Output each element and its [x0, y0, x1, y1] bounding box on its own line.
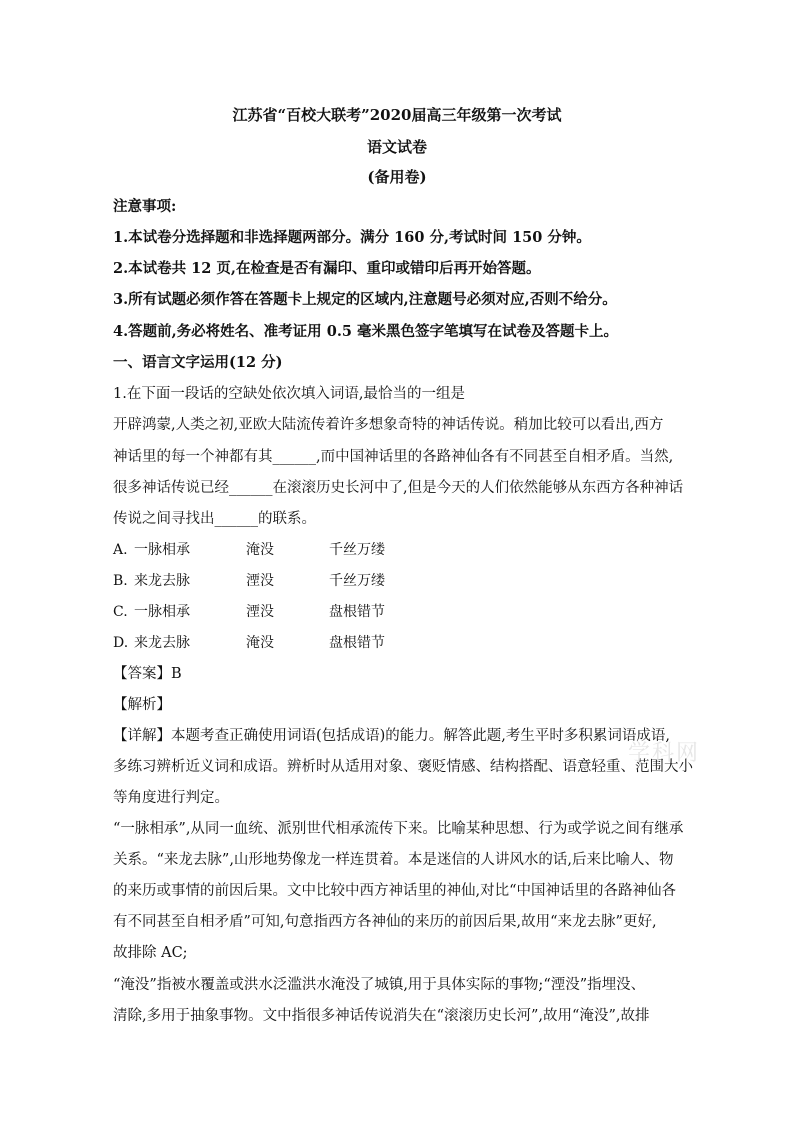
option-word-3: 千丝万缕 — [329, 542, 385, 558]
question-stem: 1.在下面一段话的空缺处依次填入词语,最恰当的一组是 — [113, 386, 465, 402]
analysis-line: 故排除 AC; — [113, 945, 188, 961]
option-word-3: 千丝万缕 — [329, 573, 385, 589]
option-word-2: 湮没 — [246, 573, 274, 589]
exam-title: 江苏省“百校大联考”2020届高三年级第一次考试 — [232, 106, 562, 124]
notice-item: 3.所有试题必须作答在答题卡上规定的区域内,注意题号必须对应,否则不给分。 — [113, 291, 617, 308]
option-word-1: 来龙去脉 — [134, 573, 190, 589]
passage-line: 很多神话传说已经______在滚滚历史长河中了,但是今天的人们依然能够从东西方各种神话 — [113, 480, 684, 496]
notice-item: 1.本试卷分选择题和非选择题两部分。满分 160 分,考试时间 150 分钟。 — [113, 229, 591, 246]
analysis-line: 多练习辨析近义词和成语。辨析时从适用对象、褒贬情感、结构搭配、语意轻重、范围大小 — [113, 759, 693, 775]
option-label: C. — [113, 604, 128, 620]
analysis-line: 关系。“来龙去脉”,山形地势像龙一样连贯着。本是迷信的人讲风水的话,后来比喻人、物 — [113, 852, 674, 868]
analysis-line: 清除,多用于抽象事物。文中指很多神话传说消失在“滚滚历史长河”,故用“淹没”,故排 — [113, 1008, 650, 1024]
option-word-2: 淹没 — [246, 635, 274, 651]
paper-variant: (备用卷) — [367, 168, 427, 186]
answer: 【答案】B — [113, 666, 182, 682]
option-word-1: 一脉相承 — [134, 542, 190, 558]
analysis-heading: 【解析】 — [113, 697, 171, 713]
analysis-line: 的来历或事情的前因后果。文中比较中西方神话里的神仙,对比“中国神话里的各路神仙各 — [113, 883, 677, 899]
paper-subtitle: 语文试卷 — [366, 138, 427, 156]
option-word-2: 淹没 — [246, 542, 274, 558]
analysis-line: “淹没”指被水覆盖或洪水泛滥洪水淹没了城镇,用于具体实际的事物;“湮没”指埋没、 — [113, 977, 646, 993]
option-label: D. — [113, 635, 129, 651]
notice-heading: 注意事项: — [113, 198, 177, 215]
analysis-line: 有不同甚至自相矛盾”可知,句意指西方各神仙的来历的前因后果,故用“来龙去脉”更好, — [113, 914, 657, 930]
option-label: B. — [113, 573, 128, 589]
option-word-1: 一脉相承 — [134, 604, 190, 620]
option-word-3: 盘根错节 — [329, 604, 385, 620]
watermark: 学科网 — [628, 741, 701, 766]
section-heading: 一、语言文字运用(12 分) — [113, 354, 283, 371]
notice-item: 4.答题前,务必将姓名、准考证用 0.5 毫米黑色签字笔填写在试卷及答题卡上。 — [113, 323, 619, 340]
notice-item: 2.本试卷共 12 页,在检查是否有漏印、重印或错印后再开始答题。 — [113, 260, 541, 277]
analysis-line: “一脉相承”,从同一血统、派别世代相承流传下来。比喻某种思想、行为或学说之间有继承 — [113, 821, 684, 837]
analysis-line: 【详解】本题考查正确使用词语(包括成语)的能力。解答此题,考生平时多积累词语成语, — [113, 728, 671, 744]
option-word-2: 湮没 — [246, 604, 274, 620]
option-word-1: 来龙去脉 — [134, 635, 190, 651]
option-word-3: 盘根错节 — [329, 635, 385, 651]
passage-line: 开辟鸿蒙,人类之初,亚欧大陆流传着许多想象奇特的神话传说。稍加比较可以看出,西方 — [113, 417, 664, 433]
analysis-line: 等角度进行判定。 — [113, 790, 229, 806]
passage-line: 神话里的每一个神都有其______,而中国神话里的各路神仙各有不同甚至自相矛盾。当然, — [113, 449, 674, 465]
option-label: A. — [113, 542, 128, 558]
passage-line: 传说之间寻找出______的联系。 — [113, 511, 316, 527]
